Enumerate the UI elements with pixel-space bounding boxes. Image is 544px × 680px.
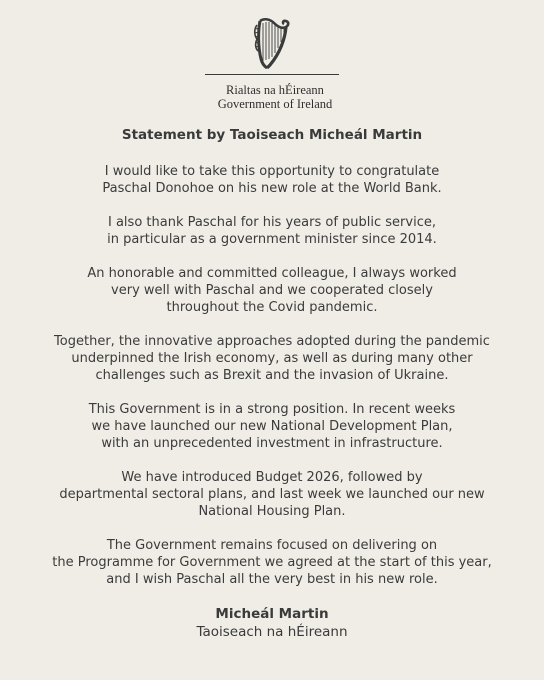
- paragraph-4: [0, 333, 544, 384]
- paragraph-line: I would like to take this opportunity to congratulate: [104, 164, 440, 179]
- paragraph-line: we have launched our new National Development Plan,: [91, 419, 453, 434]
- paragraph-2: [0, 214, 544, 248]
- paragraph-line: National Housing Plan.: [198, 504, 346, 519]
- paragraph-5: [0, 401, 544, 452]
- paragraph-line: Paschal Donohoe on his new role at the World Bank.: [102, 181, 442, 196]
- paragraph-line: challenges such as Brexit and the invasion of Ukraine.: [95, 368, 449, 383]
- paragraph-3: [0, 265, 544, 316]
- harp-icon: [252, 17, 292, 69]
- paragraph-line: and I wish Paschal all the very best in his new role.: [106, 572, 438, 587]
- signature-block: [0, 605, 544, 641]
- paragraph-line: I also thank Paschal for his years of public service,: [108, 215, 436, 230]
- statement-body: [0, 163, 544, 605]
- paragraph-6: [0, 469, 544, 520]
- paragraph-line: The Government remains focused on delivering on: [106, 538, 438, 553]
- paragraph-line: This Government is in a strong position. In recent weeks: [88, 402, 456, 417]
- paragraph-line: underpinned the Irish economy, as well as during many other: [71, 351, 473, 366]
- paragraph-line: with an unprecedented investment in infrastructure.: [101, 436, 443, 451]
- paragraph-line: An honorable and committed colleague, I always worked: [87, 266, 457, 281]
- paragraph-line: very well with Paschal and we cooperated closely: [111, 283, 433, 298]
- statement-title: Statement by Taoiseach Micheál Martin: [121, 127, 423, 143]
- paragraph-7: [0, 537, 544, 588]
- header-divider: [205, 74, 339, 75]
- paragraph-line: in particular as a government minister since 2014.: [107, 232, 437, 247]
- org-name-english: Government of Ireland: [217, 97, 333, 111]
- signature-name: Micheál Martin: [215, 606, 329, 622]
- paragraph-1: [0, 163, 544, 197]
- paragraph-line: the Programme for Government we agreed at the start of this year,: [52, 555, 492, 570]
- paragraph-line: We have introduced Budget 2026, followed by: [121, 470, 423, 485]
- paragraph-line: throughout the Covid pandemic.: [166, 300, 378, 315]
- org-name-irish: Rialtas na hÉireann: [226, 83, 324, 97]
- signature-title: Taoiseach na hÉireann: [196, 624, 348, 640]
- paragraph-line: departmental sectoral plans, and last week we launched our new: [59, 487, 485, 502]
- paragraph-line: Together, the innovative approaches adopted during the pandemic: [54, 334, 490, 349]
